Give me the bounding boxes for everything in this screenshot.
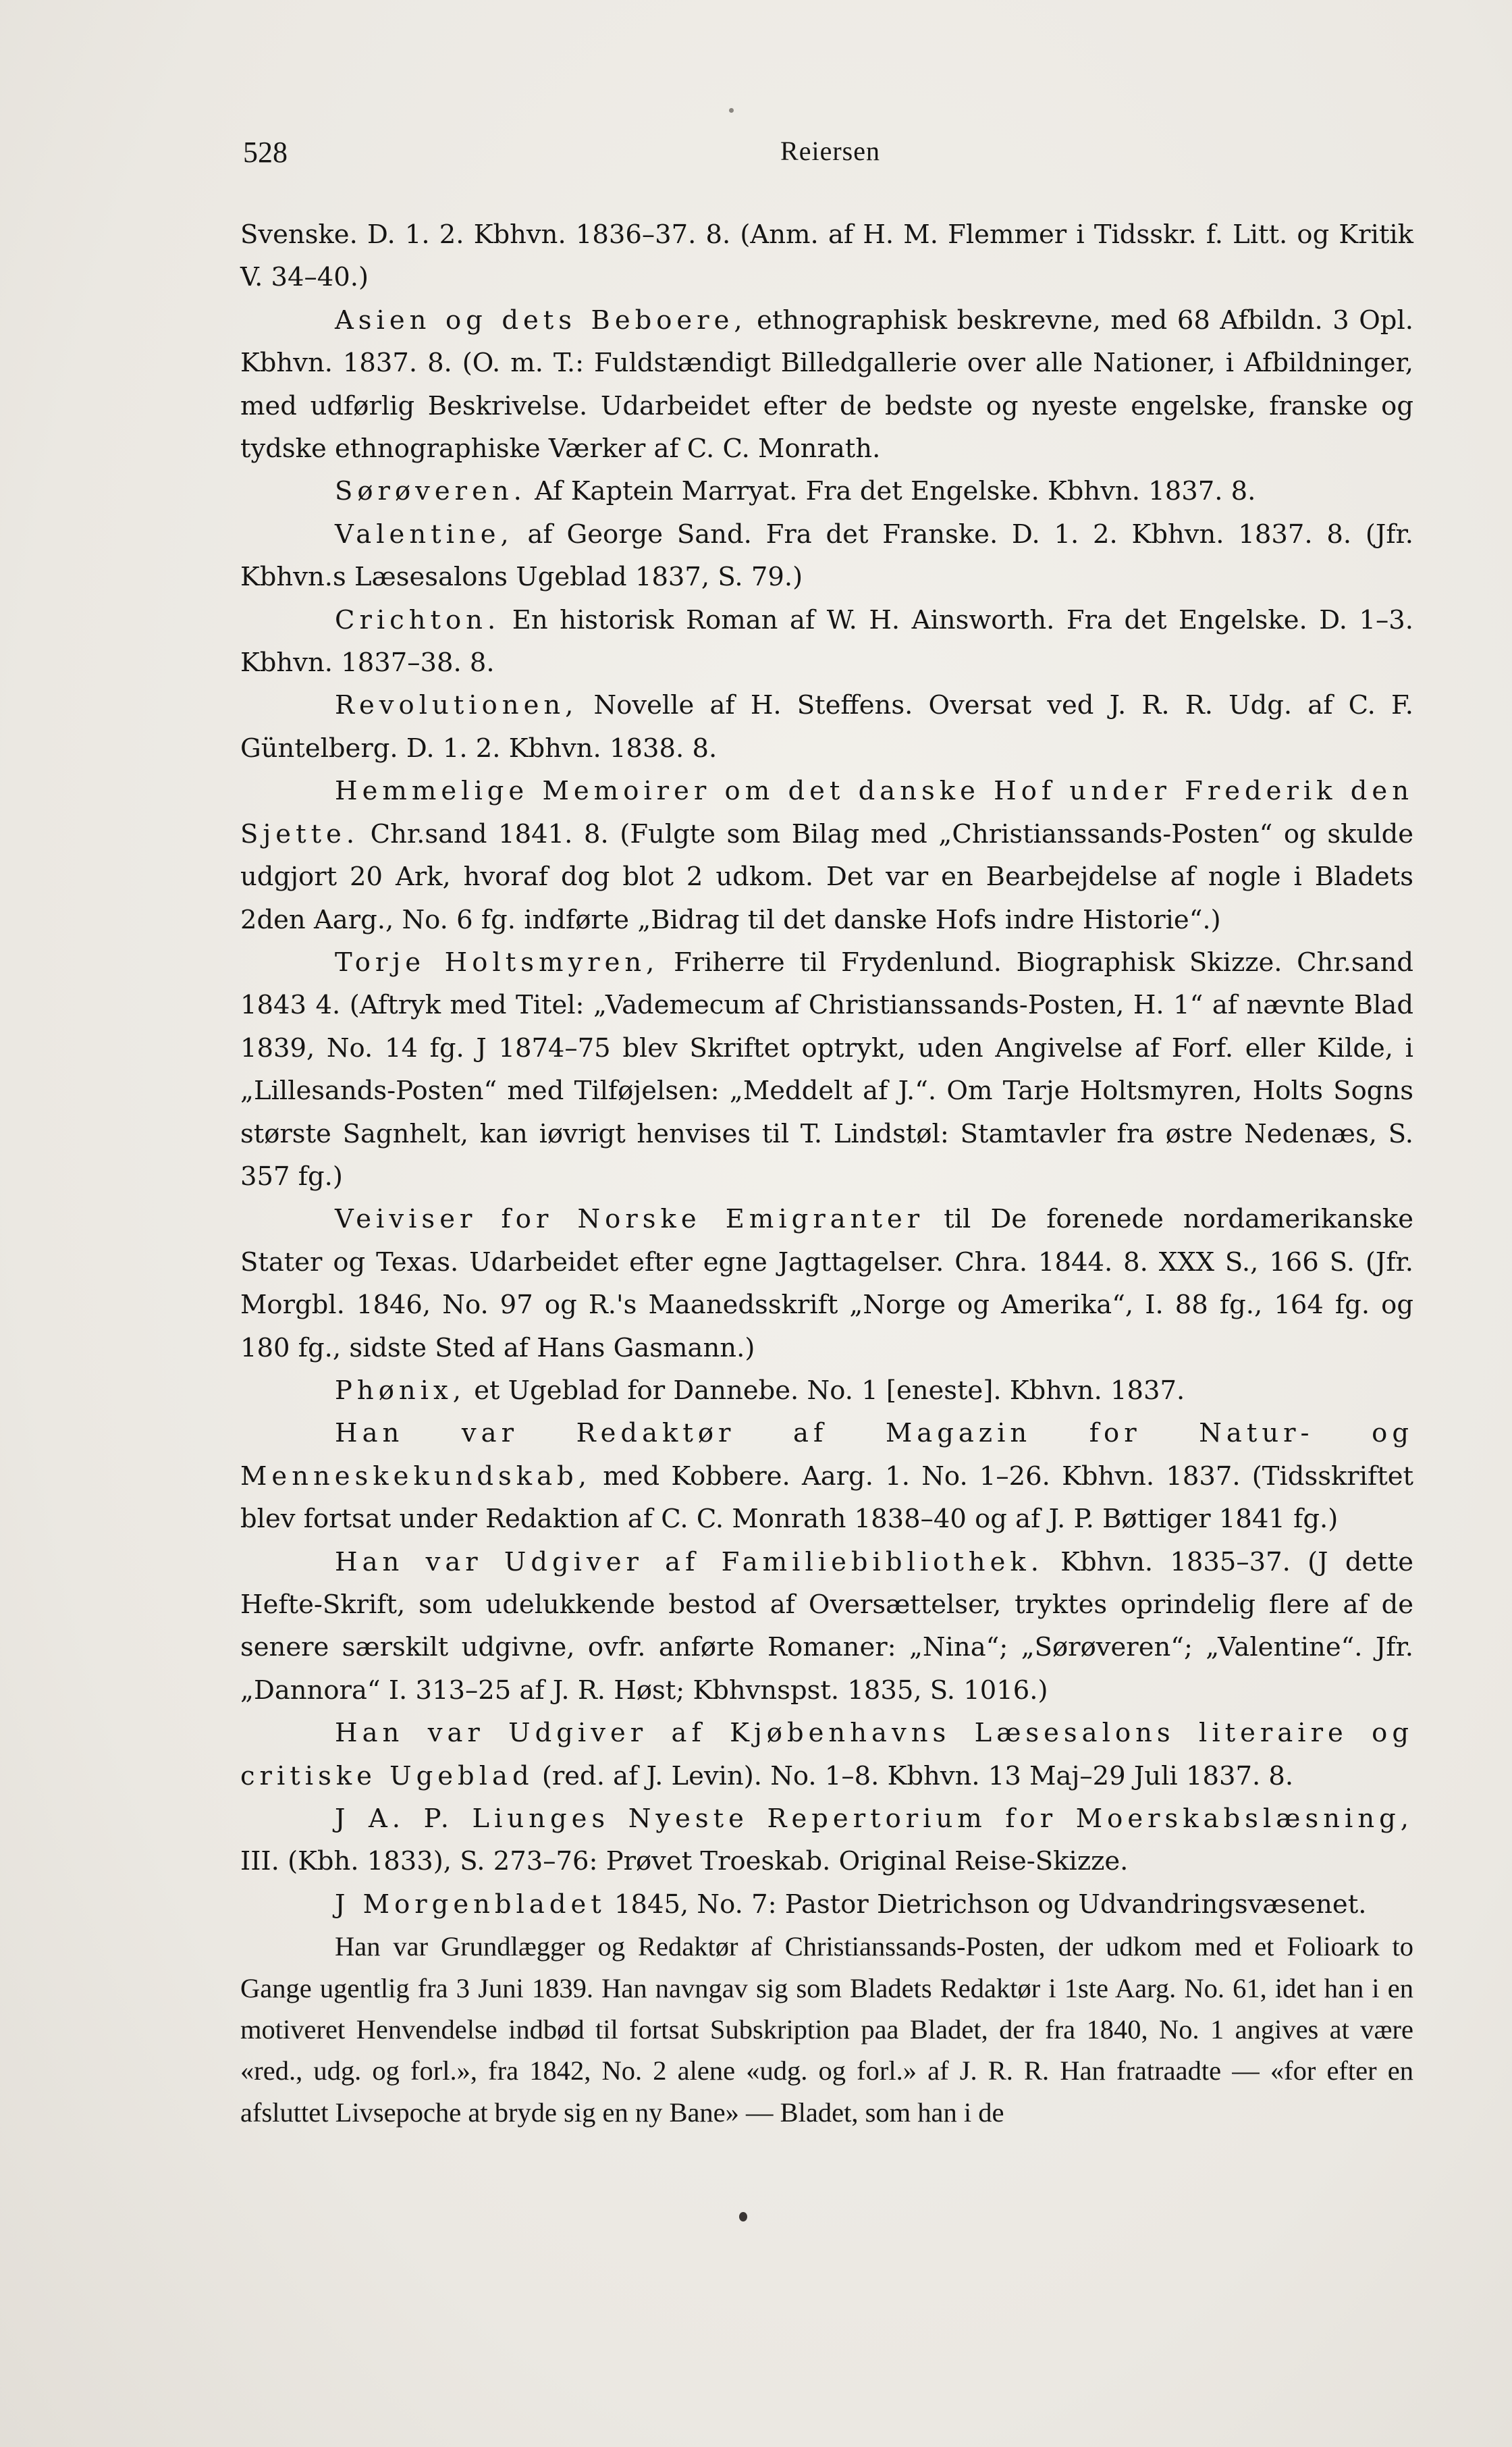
entry-title: Crichton. bbox=[335, 604, 501, 635]
entry-title: Han var Udgiver af Familiebibliothek. bbox=[335, 1546, 1044, 1577]
entry-title: Hemmelige Memoirer om det danske Hof under Frederik den Sjette. bbox=[240, 776, 1413, 849]
entry-text: til De forenede nordamerikanske Stater og Texas. Udarbeidet efter egne Jagttagelser. Chra. 1844. 8. XXX S., 166 S. (Jfr. Morgbl. 1846, No. 97 og R.'s Maanedsskrift „Norge og Amerika“, I. 88 fg., 164 fg. og 180 fg., sidste Sted af Hans Gasmann.) bbox=[240, 1204, 1413, 1363]
page-header bbox=[243, 135, 1418, 176]
entry-text: et Ugeblad for Dannebe. No. 1 [eneste]. Kbhvn. 1837. bbox=[465, 1375, 1185, 1406]
entry-text: Novelle af H. Steffens. Oversat ved J. R. R. Udg. af C. F. Güntelberg. D. 1. 2. Kbhvn. 1838. 8. bbox=[240, 690, 1413, 764]
bibliography-entry bbox=[240, 1541, 1413, 1712]
entry-text: ethnographisk beskrevne, med 68 Afbildn. 3 Opl. Kbhvn. 1837. 8. (O. m. T.: Fuldstændigt Billedgallerie over alle Nationer, i Afbildninger, med udførlig Beskrivelse. Udarbeidet efter de bedste og nyeste engelske, franske og tydske ethnographiske Værker af C. C. Monrath. bbox=[240, 305, 1413, 465]
entry-title: Asien og dets Beboere, bbox=[335, 305, 747, 336]
page-number: 528 bbox=[243, 136, 288, 169]
paper-speck bbox=[729, 108, 734, 113]
entry-title: Torje Holtsmyren, bbox=[335, 947, 659, 978]
running-head: Reiersen bbox=[780, 136, 880, 166]
bibliography-entry bbox=[240, 599, 1413, 685]
bibliography-entry bbox=[240, 513, 1413, 599]
bibliography-entry bbox=[240, 1198, 1413, 1369]
entry-title: Valentine, bbox=[335, 519, 514, 550]
entry-title: Veiviser for Norske Emigranter bbox=[335, 1204, 925, 1235]
bibliography-entry bbox=[240, 1883, 1413, 1926]
entry-text: af George Sand. Fra det Franske. D. 1. 2. Kbhvn. 1837. 8. (Jfr. Kbhvn.s Læsesalons Ugeblad 1837, S. 79.) bbox=[240, 519, 1413, 593]
entry-text: Chr.sand 1841. 8. (Fulgte som Bilag med „Christianssands-Posten“ og skulde udgjort 20 Ark, hvoraf dog blot 2 udkom. Det var en Bearbejdelse af nogle i Bladets 2den Aarg., No. 6 fg. indførte „Bidrag til det danske Hofs indre Historie“.) bbox=[240, 818, 1413, 935]
entry-title: Han var Redaktør af Magazin for Natur- og Menneskekundskab, bbox=[240, 1418, 1413, 1492]
entry-text: Af Kaptein Marryat. Fra det Engelske. Kbhvn. 1837. 8. bbox=[526, 476, 1256, 507]
entry-text: 1845, No. 7: Pastor Dietrichson og Udvandringsvæsenet. bbox=[605, 1889, 1367, 1920]
entry-title: Sørøveren. bbox=[335, 476, 526, 507]
entry-text: med Kobbere. Aarg. 1. No. 1–26. Kbhvn. 1837. (Tidsskriftet blev fortsat under Redaktion af C. C. Monrath 1838–40 og af J. P. Bøttiger 1841 fg.) bbox=[240, 1461, 1413, 1535]
entry-title: J A. P. Liunges Nyeste Repertorium for Moerskabslæsning, bbox=[335, 1804, 1413, 1835]
entry-title: Phønix, bbox=[335, 1375, 466, 1406]
entry-title: Han var Udgiver af Kjøbenhavns Læsesalons literaire og critiske Ugeblad bbox=[240, 1718, 1413, 1791]
bibliography-entry bbox=[240, 684, 1413, 770]
entry-text: Kbhvn. 1835–37. (J dette Hefte-Skrift, som udelukkende bestod af Oversættelser, tryktes oprindelig flere af de senere særskilt udgivne, ovfr. anførte Romaner: „Nina“; „Sørøveren“; „Valentine“. Jfr. „Dannora“ I. 313–25 af J. R. Høst; Kbhvnspst. 1835, S. 1016.) bbox=[240, 1546, 1413, 1706]
entry-title: J Morgenbladet bbox=[335, 1889, 606, 1920]
entry-title: Revolutionen, bbox=[335, 690, 578, 721]
entry-text: (red. af J. Levin). No. 1–8. Kbhvn. 13 Maj–29 Juli 1837. 8. bbox=[533, 1760, 1294, 1791]
bibliography-entry bbox=[240, 213, 1413, 299]
bibliography-entry bbox=[240, 1797, 1413, 1883]
entry-text: Svenske. D. 1. 2. Kbhvn. 1836–37. 8. (Anm. af H. M. Flemmer i Tidsskr. f. Litt. og Kritik V. 34–40.) bbox=[240, 219, 1413, 293]
bibliography-entry bbox=[240, 941, 1413, 1198]
bibliography-entry bbox=[240, 1412, 1413, 1540]
entry-text: Friherre til Frydenlund. Biographisk Skizze. Chr.sand 1843 4. (Aftryk med Titel: „Vademecum af Christianssands-Posten, H. 1“ af nævnte Blad 1839, No. 14 fg. J 1874–75 blev Skriftet optrykt, uden Angivelse af Forf. eller Kilde, i „Lillesands-Posten“ med Tilføjelsen: „Meddelt af J.“. Om Tarje Holtsmyren, Holts Sogns største Sagnhelt, kan iøvrigt henvises til T. Lindstøl: Stamtavler fra østre Nedenæs, S. 357 fg.) bbox=[240, 947, 1414, 1192]
bibliography-entry bbox=[240, 1369, 1413, 1412]
closing-paragraph: Han var Grundlægger og Redaktør af Christianssands-Posten, der udkom med et Folioark to Gange ugentlig fra 3 Juni 1839. Han navngav sig som Bladets Redaktør i 1ste Aarg. No. 61, idet han i en motiveret Henvendelse indbød til fortsat Subskription paa Bladet, der fra 1840, No. 1 angives at være «red., udg. og forl.», fra 1842, No. 2 alene «udg. og forl.» af J. R. R. Han fratraadte — «for efter en afsluttet Livsepoche at bryde sig en ny Bane» — Bladet, som han i de bbox=[240, 1931, 1413, 2128]
ink-blot bbox=[739, 2212, 747, 2221]
page-body bbox=[240, 213, 1413, 2133]
entry-text: En historisk Roman af W. H. Ainsworth. Fra det Engelske. D. 1–3. Kbhvn. 1837–38. 8. bbox=[240, 604, 1413, 679]
bibliography-entry bbox=[240, 1712, 1413, 1797]
bibliography-entry bbox=[240, 770, 1413, 941]
bibliography-entry bbox=[240, 470, 1413, 512]
entry-text: III. (Kbh. 1833), S. 273–76: Prøvet Troeskab. Original Reise-Skizze. bbox=[240, 1846, 1129, 1877]
bibliography-entry bbox=[240, 299, 1413, 471]
